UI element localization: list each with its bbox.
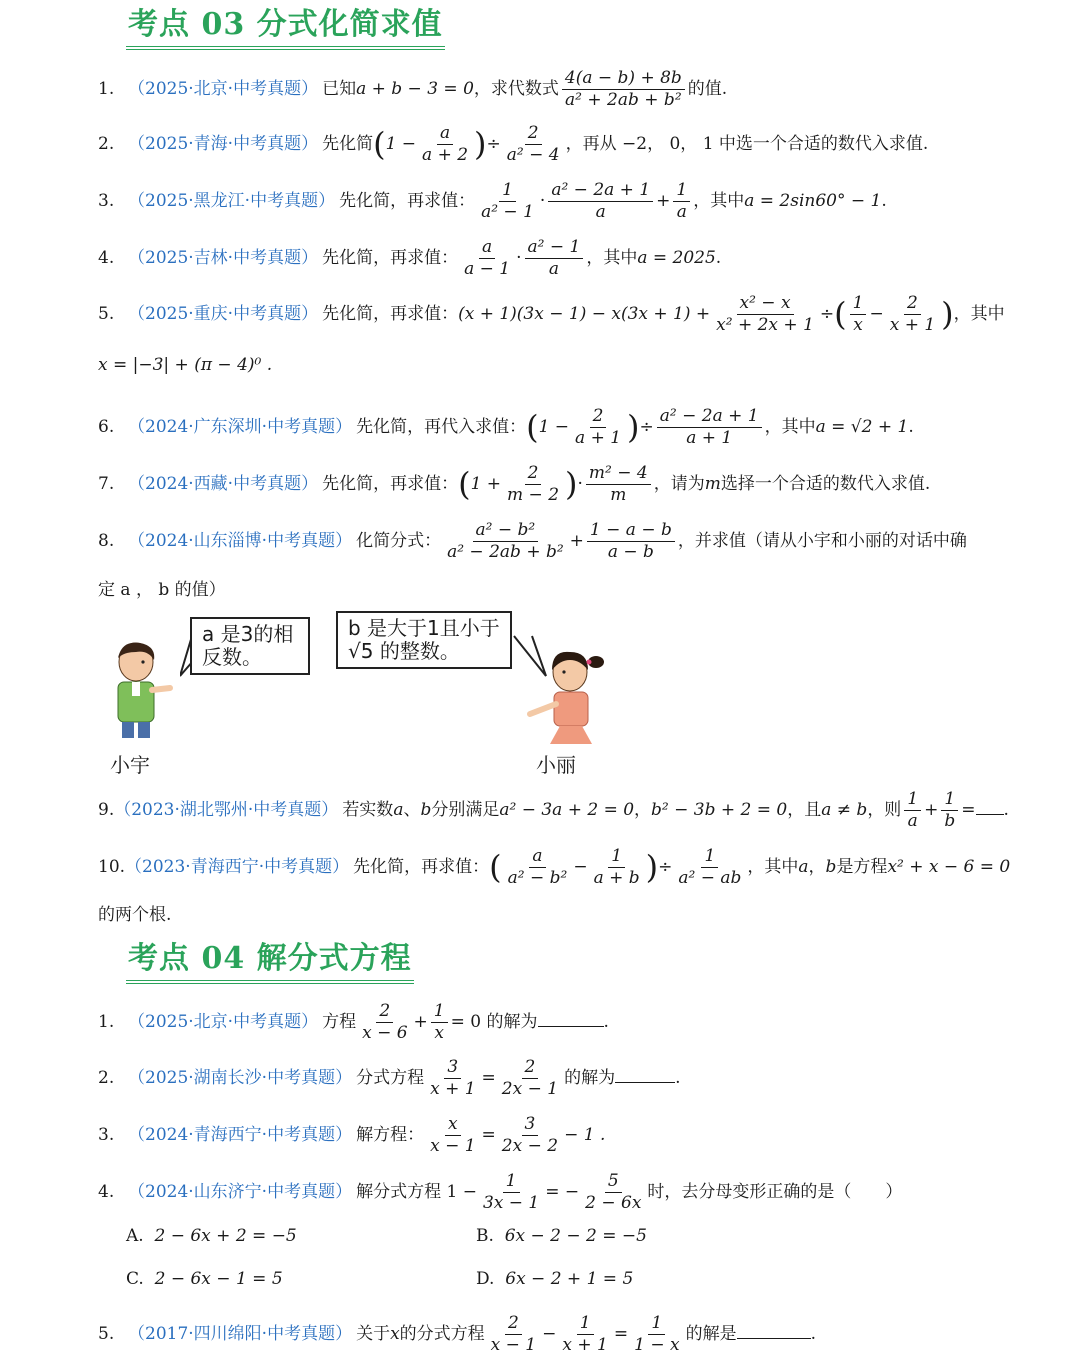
denominator: 2 − 6x — [585, 1193, 642, 1213]
math-expr: a = √2 + 1 — [815, 417, 909, 437]
text: 选择一个合适的数代入求值. — [720, 474, 931, 494]
text: ，求代数式 — [473, 79, 559, 99]
fraction — [419, 125, 471, 164]
question-10 — [98, 846, 1011, 888]
numerator: a² − 2a + 1 — [548, 182, 653, 202]
fraction — [548, 182, 653, 221]
option-text: 6x − 2 − 2 = −5 — [504, 1226, 647, 1246]
math-expr: a² − 3a + 2 = 0 — [499, 800, 635, 820]
numerator: 1 — [431, 1003, 448, 1023]
question-number: 1. — [98, 1012, 115, 1032]
operator: · — [577, 474, 583, 494]
text: 方程 — [322, 1012, 357, 1032]
text: ， — [634, 800, 652, 820]
question-number: 5. — [98, 304, 115, 324]
question-7 — [98, 465, 988, 504]
question-3 — [98, 182, 988, 221]
section-title-03: 考点 03 分式化简求值 — [126, 8, 445, 50]
numerator: a — [437, 125, 453, 145]
operator: − — [542, 1324, 557, 1344]
fraction — [657, 408, 762, 447]
eq-question-4 — [98, 1173, 988, 1212]
text: ，其中 — [953, 304, 1005, 324]
denominator: a — [548, 259, 559, 279]
fraction — [504, 125, 563, 164]
fraction — [444, 522, 567, 561]
text: 先化简，再求值： — [322, 474, 459, 494]
numerator: 1 — [577, 1315, 594, 1335]
text: ， — [808, 857, 826, 877]
operator: = — [481, 1125, 496, 1145]
operator: · — [539, 191, 546, 211]
text: 先化简，再求值： — [339, 191, 476, 211]
text: 的值. — [687, 79, 728, 99]
denominator: a — [595, 202, 606, 222]
option-a[interactable] — [126, 1226, 297, 1246]
question-number: 10. — [98, 857, 126, 877]
numerator: 2 — [590, 408, 607, 428]
question-number: 5. — [98, 1324, 115, 1344]
text: 先化简，再求值： — [353, 857, 490, 877]
text: 先化简，再代入求值： — [356, 417, 527, 437]
boy-name-label: 小宇 — [110, 753, 150, 777]
text: 先化简 — [322, 134, 374, 154]
numerator: 2 — [525, 465, 542, 485]
girl-name-label: 小丽 — [536, 753, 576, 777]
denominator: a — [907, 811, 918, 831]
question-source: （2024·山东淄博·中考真题） — [128, 531, 353, 551]
fraction — [504, 465, 562, 504]
question-number: 6. — [98, 417, 115, 437]
right-paren: ) — [474, 125, 487, 164]
fraction — [941, 791, 958, 830]
fraction — [499, 1059, 561, 1098]
text: ，请为 — [653, 474, 705, 494]
fraction — [499, 1116, 561, 1155]
numerator: a² − 2a + 1 — [657, 408, 762, 428]
text: . — [908, 417, 914, 437]
fraction — [572, 408, 624, 447]
question-number: 2. — [98, 134, 115, 154]
text: 是方程 — [836, 857, 888, 877]
question-source: （2023·湖北鄂州·中考真题） — [114, 800, 339, 820]
denominator: m — [610, 485, 627, 505]
question-number: 1. — [98, 79, 115, 99]
denominator: a − b — [607, 542, 654, 562]
answer-blank — [615, 1082, 675, 1083]
text: . — [715, 248, 722, 268]
operator: ÷ — [486, 134, 501, 154]
eq-question-1 — [98, 1003, 988, 1042]
text: . — [675, 1068, 681, 1088]
numerator: a — [529, 848, 545, 868]
denominator: x + 1 — [562, 1335, 608, 1355]
question-5-continuation: x = |−3| + (π − 4)⁰ . — [98, 355, 273, 375]
text: ，其中 — [764, 417, 816, 437]
text: ，其中 — [693, 191, 745, 211]
question-9 — [98, 789, 1009, 831]
text: ，且 — [787, 800, 822, 820]
math-expr: x — [390, 1324, 400, 1344]
denominator: a − 1 — [464, 259, 511, 279]
denominator: 2x − 2 — [501, 1136, 559, 1156]
numerator: 1 — [904, 791, 921, 811]
numerator: 3 — [522, 1116, 539, 1136]
text: . — [603, 1012, 609, 1032]
boy-illustration — [100, 640, 180, 740]
numerator: 2 — [525, 125, 542, 145]
fraction — [587, 522, 675, 561]
left-paren: ( — [458, 465, 471, 504]
fraction — [562, 70, 685, 109]
option-label: A. — [126, 1226, 144, 1246]
denominator: x − 1 — [430, 1136, 476, 1156]
left-paren: ( — [489, 848, 502, 887]
fraction — [431, 1003, 448, 1042]
question-8-continuation: 定 a ， b 的值） — [98, 580, 226, 600]
eq-question-3 — [98, 1116, 988, 1155]
denominator: 3x − 1 — [482, 1193, 540, 1213]
denominator: a + 2 — [422, 145, 469, 165]
text: 解方程： — [356, 1125, 425, 1145]
question-1 — [98, 70, 988, 109]
numerator: 2 — [904, 295, 921, 315]
left-paren: ( — [526, 408, 539, 447]
fraction — [427, 1116, 478, 1155]
girl-illustration — [520, 648, 610, 748]
denominator: x + 1 — [430, 1079, 476, 1099]
question-source: （2017·四川绵阳·中考真题） — [128, 1324, 353, 1344]
question-source: （2024·青海西宁·中考真题） — [128, 1125, 353, 1145]
denominator: 2x − 1 — [501, 1079, 559, 1099]
numerator: 1 — [850, 295, 867, 315]
math-expr: a — [393, 800, 404, 820]
operator: ÷ — [639, 417, 654, 437]
fraction — [427, 1059, 478, 1098]
answer-blank — [976, 814, 1004, 815]
question-source: （2024·山东济宁·中考真题） — [128, 1182, 353, 1202]
option-c[interactable] — [126, 1269, 283, 1289]
question-number: 8. — [98, 531, 115, 551]
question-number: 3. — [98, 191, 115, 211]
answer-blank — [538, 1026, 604, 1027]
question-number: 4. — [98, 1182, 115, 1202]
fraction — [480, 1173, 542, 1212]
question-10-continuation: 的两个根. — [98, 905, 172, 925]
denominator: x + 1 — [889, 315, 936, 335]
operator: = − — [545, 1182, 580, 1202]
option-label: C. — [126, 1269, 144, 1289]
math-expr: (x + 1)(3x − 1) − x(3x + 1) + — [458, 304, 711, 324]
operator: = — [613, 1324, 629, 1344]
fraction — [850, 295, 867, 334]
operator: = — [481, 1068, 496, 1088]
question-source: （2025·吉林·中考真题） — [128, 248, 319, 268]
math-expr: 1 + — [470, 474, 502, 494]
denominator: a² − 4 — [506, 145, 560, 165]
question-8 — [98, 522, 988, 561]
option-label: B. — [476, 1226, 494, 1246]
question-source: （2025·湖南长沙·中考真题） — [128, 1068, 353, 1088]
numerator: 2 — [376, 1003, 393, 1023]
operator: ÷ — [658, 857, 673, 877]
text: 先化简，再求值： — [322, 304, 459, 324]
operator: − — [573, 857, 588, 877]
text: 的解是 — [685, 1324, 737, 1344]
option-d[interactable] — [476, 1269, 633, 1289]
question-5 — [98, 293, 1005, 335]
text: = 0 的解为 — [450, 1012, 538, 1032]
option-b[interactable] — [476, 1226, 647, 1246]
fraction — [488, 1315, 539, 1354]
fraction — [887, 295, 938, 334]
text: ，并求值（请从小宇和小丽的对话中确 — [677, 531, 967, 551]
numerator: 1 — [673, 182, 690, 202]
fraction — [478, 182, 537, 221]
question-6 — [98, 408, 988, 447]
operator: + — [413, 1012, 428, 1032]
math-expr: a — [798, 857, 809, 877]
option-text: 2 − 6x + 2 = −5 — [154, 1226, 297, 1246]
text: ，其中 — [586, 248, 638, 268]
operator: + — [569, 531, 584, 551]
operator: = — [961, 800, 976, 820]
text: . — [1003, 800, 1009, 820]
question-source: （2025·重庆·中考真题） — [128, 304, 319, 324]
denominator: a² − ab — [678, 868, 742, 888]
left-paren: ( — [834, 295, 847, 334]
fraction — [582, 1173, 644, 1212]
denominator: a + 1 — [575, 428, 622, 448]
denominator: x² + 2x + 1 — [716, 315, 814, 335]
numerator: a² − b² — [473, 522, 539, 542]
math-expr: m — [704, 474, 721, 494]
denominator: a — [676, 202, 687, 222]
operator: + — [656, 191, 671, 211]
eq-question-5 — [98, 1315, 988, 1354]
numerator: a² − 1 — [525, 239, 584, 259]
denominator: a² + 2ab + b² — [565, 90, 682, 110]
section-title-04: 考点 04 解分式方程 — [126, 942, 414, 984]
option-text: 2 − 6x − 1 = 5 — [154, 1269, 283, 1289]
text: 先化简，再求值： — [322, 248, 459, 268]
text: 的分式方程 — [399, 1324, 485, 1344]
math-expr: a = 2025 — [637, 248, 716, 268]
denominator: a² − 1 — [481, 202, 534, 222]
question-source: （2025·黑龙江·中考真题） — [128, 191, 336, 211]
question-source: （2024·西藏·中考真题） — [128, 474, 319, 494]
left-paren: ( — [373, 125, 386, 164]
denominator: a² − b² — [507, 868, 568, 888]
text: 若实数 — [342, 800, 394, 820]
text: . — [881, 191, 887, 211]
denominator: m − 2 — [507, 485, 560, 505]
denominator: x — [853, 315, 863, 335]
text: 化简分式： — [356, 531, 442, 551]
question-2 — [98, 125, 988, 164]
math-expr: − 1 . — [564, 1125, 606, 1145]
girl-speech-bubble: b 是大于1且小于√5 的整数。 — [336, 611, 512, 669]
numerator: 1 — [648, 1315, 665, 1335]
math-expr: a + b − 3 = 0 — [356, 79, 474, 99]
text: 分别满足 — [431, 800, 500, 820]
fraction — [591, 848, 643, 887]
question-number: 7. — [98, 474, 115, 494]
math-expr: x² + x − 6 = 0 — [887, 857, 1011, 877]
right-paren: ) — [941, 295, 954, 334]
text: 已知 — [322, 79, 357, 99]
right-paren: ) — [565, 465, 578, 504]
question-number: 9. — [98, 800, 115, 820]
operator: · — [516, 248, 522, 268]
numerator: 5 — [605, 1173, 622, 1193]
question-number: 2. — [98, 1068, 115, 1088]
fraction — [359, 1003, 410, 1042]
text: ，其中 — [747, 857, 799, 877]
numerator: 3 — [444, 1059, 461, 1079]
fraction — [713, 295, 817, 334]
denominator: x − 1 — [490, 1335, 537, 1355]
option-text: 6x − 2 + 1 = 5 — [505, 1269, 634, 1289]
denominator: a² − 2ab + b² — [447, 542, 564, 562]
numerator: 1 — [499, 182, 516, 202]
math-expr: b — [420, 800, 432, 820]
fraction — [673, 182, 690, 221]
right-paren: ) — [627, 408, 640, 447]
question-source: （2024·广东深圳·中考真题） — [128, 417, 353, 437]
math-expr: b² − 3b + 2 = 0 — [651, 800, 788, 820]
math-expr: a ≠ b — [821, 800, 868, 820]
numerator: 1 — [701, 848, 718, 868]
question-source: （2025·北京·中考真题） — [128, 1012, 319, 1032]
numerator: 2 — [505, 1315, 522, 1335]
operator: − — [869, 304, 884, 324]
denominator: 1 − x — [634, 1335, 680, 1355]
numerator: 1 — [503, 1173, 520, 1193]
question-number: 3. — [98, 1125, 115, 1145]
fraction — [586, 465, 651, 504]
fraction — [559, 1315, 610, 1354]
text: 时，去分母变形正确的是（ ） — [647, 1182, 903, 1202]
denominator: a + b — [593, 868, 640, 888]
numerator: x² − x — [737, 295, 794, 315]
denominator: a + 1 — [686, 428, 733, 448]
text: 、 — [403, 800, 421, 820]
text: 解分式方程 1 − — [356, 1182, 477, 1202]
numerator: a — [479, 239, 495, 259]
text: ，再从 −2， 0， 1 中选一个合适的数代入求值. — [565, 134, 929, 154]
question-source: （2025·北京·中考真题） — [128, 79, 319, 99]
boy-speech-bubble: a 是3的相反数。 — [190, 617, 310, 675]
eq-question-2 — [98, 1059, 988, 1098]
operator: ÷ — [819, 304, 835, 324]
math-expr: 1 − — [385, 134, 417, 154]
numerator: 1 — [608, 848, 625, 868]
fraction — [525, 239, 584, 278]
numerator: 1 — [941, 791, 958, 811]
math-expr: b — [825, 857, 837, 877]
question-number: 4. — [98, 248, 115, 268]
denominator: b — [944, 811, 956, 831]
fraction — [505, 848, 571, 887]
numerator: 2 — [522, 1059, 539, 1079]
text: . — [810, 1324, 816, 1344]
denominator: x − 6 — [362, 1023, 408, 1043]
math-expr: a = 2sin60° − 1 — [744, 191, 882, 211]
text: ，则 — [867, 800, 902, 820]
operator: + — [924, 800, 939, 820]
math-expr: 1 − — [538, 417, 570, 437]
numerator: m² − 4 — [586, 465, 651, 485]
option-label: D. — [476, 1269, 495, 1289]
denominator: x — [434, 1023, 444, 1043]
text: 的解为 — [564, 1068, 616, 1088]
text: 关于 — [356, 1324, 391, 1344]
fraction — [675, 848, 744, 887]
fraction — [904, 791, 921, 830]
question-source: （2023·青海西宁·中考真题） — [125, 857, 350, 877]
fraction — [461, 239, 513, 278]
text: 分式方程 — [356, 1068, 425, 1088]
numerator: 1 − a − b — [587, 522, 675, 542]
right-paren: ) — [645, 848, 659, 887]
answer-blank — [737, 1338, 811, 1339]
fraction — [631, 1315, 682, 1354]
numerator: x — [445, 1116, 461, 1136]
question-source: （2025·青海·中考真题） — [128, 134, 319, 154]
numerator: 4(a − b) + 8b — [562, 70, 685, 90]
question-4 — [98, 239, 988, 278]
